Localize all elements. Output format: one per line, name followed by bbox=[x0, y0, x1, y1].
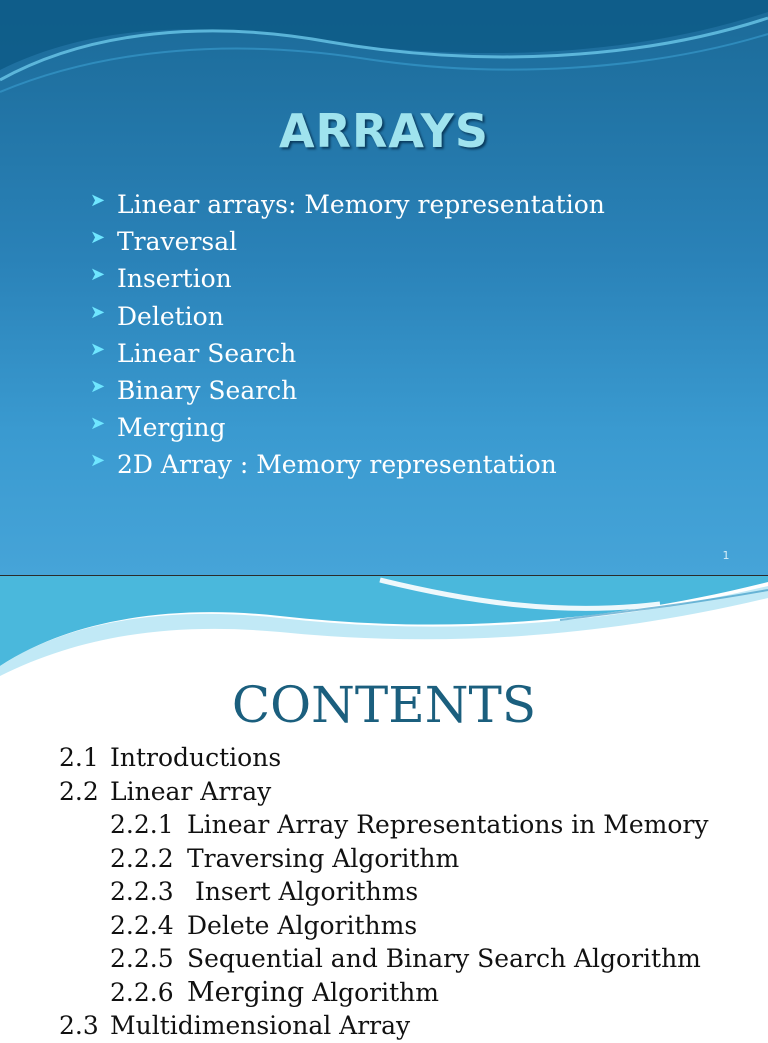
arrow-bullet-icon: ➤ bbox=[90, 413, 106, 435]
slide-contents bbox=[0, 576, 768, 1040]
section-number: 2.1 bbox=[59, 743, 99, 772]
section-number: 2.2.1 bbox=[110, 810, 174, 839]
topic-item bbox=[90, 260, 605, 297]
topic-item bbox=[90, 409, 605, 446]
topic-label: Traversal bbox=[117, 227, 238, 257]
topic-label: Insertion bbox=[117, 264, 232, 294]
section-title-rest: Algorithm bbox=[304, 977, 439, 1007]
topic-label: Binary Search bbox=[117, 375, 298, 405]
topic-label: Deletion bbox=[117, 301, 224, 331]
section-title: Multidimensional Array bbox=[110, 1011, 411, 1040]
section-title-emphasis: Merging bbox=[187, 976, 305, 1008]
toc-subitem bbox=[59, 976, 709, 1010]
section-title: Linear Array Representations in Memory bbox=[187, 810, 709, 839]
slide-title: CONTENTS bbox=[231, 676, 537, 734]
arrow-bullet-icon: ➤ bbox=[90, 450, 106, 472]
toc-subitem bbox=[59, 808, 709, 842]
section-title: Delete Algorithms bbox=[187, 910, 418, 940]
header-waves-decoration bbox=[0, 576, 768, 676]
topic-label: Linear Search bbox=[117, 338, 297, 368]
section-title: Traversing Algorithm bbox=[187, 843, 460, 873]
section-number: 2.2.4 bbox=[110, 910, 174, 940]
arrow-bullet-icon: ➤ bbox=[90, 338, 106, 360]
topic-list bbox=[90, 186, 605, 484]
topic-item bbox=[90, 446, 605, 483]
topic-item bbox=[90, 372, 605, 409]
table-of-contents bbox=[59, 741, 709, 1043]
toc-item bbox=[59, 1009, 709, 1043]
topic-label: Linear arrays: Memory representation bbox=[117, 190, 605, 219]
page-number: 1 bbox=[722, 549, 730, 562]
arrow-bullet-icon: ➤ bbox=[90, 189, 106, 211]
section-number: 2.2.2 bbox=[110, 843, 174, 873]
header-waves-decoration bbox=[0, 0, 768, 120]
section-number: 2.2 bbox=[59, 776, 99, 806]
toc-item bbox=[59, 775, 709, 809]
topic-label: Merging bbox=[117, 413, 226, 443]
topic-item bbox=[90, 335, 605, 372]
arrow-bullet-icon: ➤ bbox=[90, 301, 106, 323]
section-number: 2.3 bbox=[59, 1011, 99, 1040]
topic-item bbox=[90, 186, 605, 223]
section-title: Linear Array bbox=[110, 776, 272, 806]
toc-item bbox=[59, 741, 709, 775]
slide-title: ARRAYS bbox=[278, 104, 490, 158]
arrow-bullet-icon: ➤ bbox=[90, 227, 106, 249]
toc-subitem bbox=[59, 875, 709, 909]
arrow-bullet-icon: ➤ bbox=[90, 264, 106, 286]
topic-label: 2D Array : Memory representation bbox=[117, 450, 557, 480]
toc-subitem bbox=[59, 909, 709, 943]
toc-subitem bbox=[59, 942, 709, 976]
topic-item bbox=[90, 298, 605, 335]
section-title: Sequential and Binary Search Algorithm bbox=[187, 944, 701, 973]
section-title: Insert Algorithms bbox=[187, 877, 419, 906]
section-number: 2.2.5 bbox=[110, 944, 174, 973]
section-number: 2.2.6 bbox=[110, 977, 174, 1007]
topic-item bbox=[90, 223, 605, 260]
section-title: Introductions bbox=[110, 743, 282, 772]
section-number: 2.2.3 bbox=[110, 877, 174, 906]
toc-subitem bbox=[59, 842, 709, 876]
arrow-bullet-icon: ➤ bbox=[90, 375, 106, 397]
